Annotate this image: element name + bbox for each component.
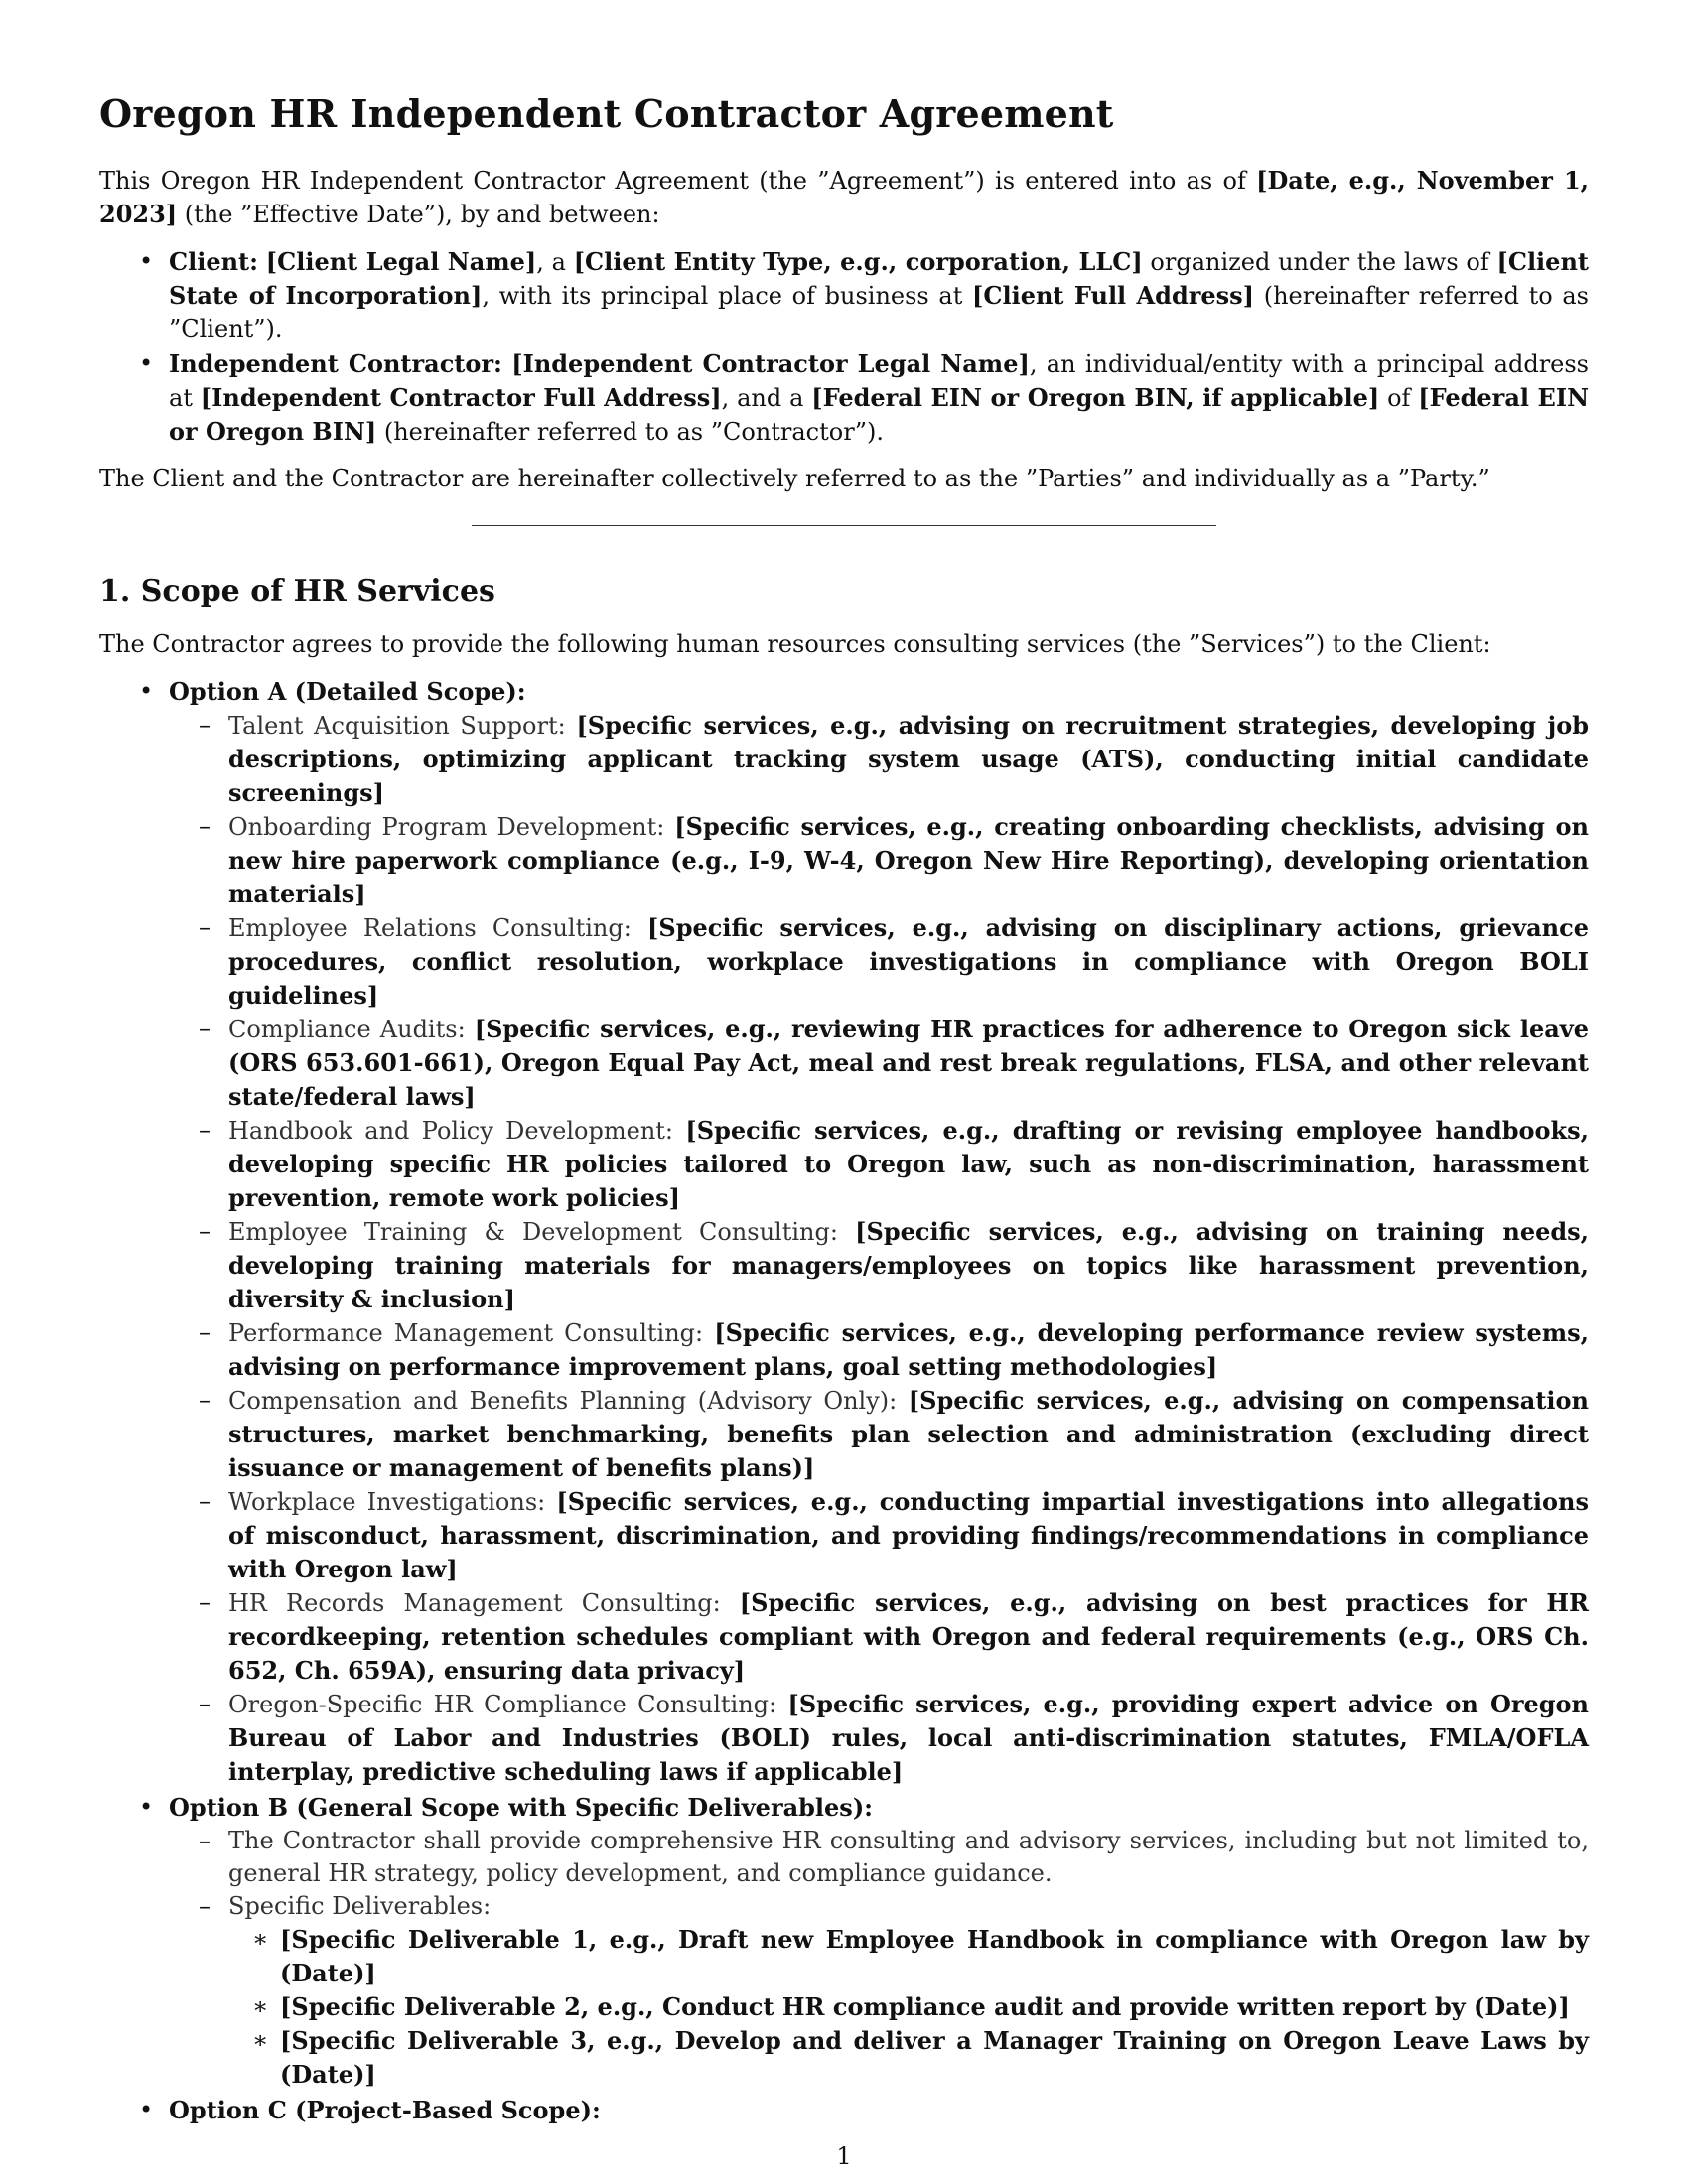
list-item [169, 1316, 1589, 1384]
client-text-4: (hereinafter referred to as ”Client”). [169, 282, 1589, 342]
service-detail: [Specific services, e.g., developing performance review systems, advising on performance improvement plans, goal setting methodologies] [228, 1318, 1590, 1381]
service-name: Oregon-Specific HR Compliance Consulting: [228, 1691, 788, 1718]
service-detail: [Specific services, e.g., advising on best practices for HR recordkeeping, retention schedules compliant with Oregon and federal requirements (e.g., ORS Ch. 652, Ch. 659A), ensuring data privacy] [228, 1588, 1589, 1685]
client-text-2: organized under the laws of [1142, 248, 1497, 276]
collective-definition: The Client and the Contractor are hereinafter collectively referred to as the ”Parties” and individually as a ”Party.” [99, 465, 1490, 492]
option-c-label: Option C (Project-Based Scope): [169, 2096, 601, 2124]
contractor-address: [Independent Contractor Full Address] [200, 383, 722, 412]
service-detail: [Specific services, e.g., advising on training needs, developing training materials for managers/employees on topics like harassment prevention, diversity & inclusion] [228, 1217, 1590, 1313]
service-detail: [Specific services, e.g., drafting or revising employee handbooks, developing specific HR policies tailored to Oregon law, such as non-discrimination, harassment prevention, remote work policies] [228, 1116, 1589, 1212]
contractor-id-number: [Federal EIN or Oregon BIN] [169, 383, 1590, 446]
service-detail: [Specific services, e.g., conducting impartial investigations into allegations of misconduct, harassment, discrimination, and providing findings/recommendations in compliance with Oregon law] [228, 1487, 1590, 1583]
list-item [169, 1384, 1589, 1485]
list-item [169, 810, 1589, 911]
client-name: [Client Legal Name] [265, 247, 537, 276]
client-label: Client: [169, 247, 258, 276]
parties-list [99, 245, 1589, 449]
service-name: HR Records Management Consulting: [228, 1589, 740, 1617]
service-name: Employee Relations Consulting: [228, 914, 647, 942]
document-title: Oregon HR Independent Contractor Agreement [99, 91, 1114, 136]
client-state: [Client State of Incorporation] [169, 247, 1589, 310]
client-address: [Client Full Address] [972, 281, 1255, 310]
option-c [99, 2094, 1589, 2127]
contractor-text-2: , and a [721, 384, 812, 412]
option-a-items [169, 709, 1589, 1789]
deliverables-label: Specific Deliverables: [228, 1892, 492, 1920]
option-b-general: – The Contractor shall provide comprehensive HR consulting and advisory services, including but not limited to, general HR strategy, policy development, and compliance guidance. [169, 1825, 1589, 1890]
service-detail: [Specific services, e.g., advising on recruitment strategies, developing job descriptions, optimizing applicant tracking system usage (ATS), conducting initial candidate screenings] [228, 711, 1589, 807]
service-detail: [Specific services, e.g., reviewing HR practices for adherence to Oregon sick leave (ORS 653.601-661), Oregon Equal Pay Act, meal and rest break regulations, FLSA, and other relevant state/federal laws] [228, 1015, 1590, 1111]
contractor-text-3: of [1379, 384, 1419, 412]
service-detail: [Specific services, e.g., providing expert advice on Oregon Bureau of Labor and Industries (BOLI) rules, local anti-discrimination statutes, FMLA/OFLA interplay, predictive scheduling laws if applicable] [228, 1690, 1589, 1786]
section-1-intro: The Contractor agrees to provide the following human resources consulting services (the ”Services”) to the Client: [99, 630, 1491, 658]
service-detail: [Specific services, e.g., advising on compensation structures, market benchmarking, benefits plan selection and administration (excluding direct issuance or management of benefits plans)] [228, 1386, 1589, 1482]
contractor-id-type: [Federal EIN or Oregon BIN, if applicable] [811, 383, 1380, 412]
list-item [169, 1586, 1589, 1688]
effective-date-placeholder: [Date, e.g., November 1, 2023] [99, 166, 1590, 228]
service-name: Talent Acquisition Support: [228, 712, 577, 740]
deliverable-item [228, 1990, 1589, 2024]
horizontal-divider [472, 525, 1216, 526]
contractor-party [99, 347, 1589, 449]
intro-paragraph [99, 164, 1589, 231]
service-name: Handbook and Policy Development: [228, 1117, 686, 1145]
list-item [169, 709, 1589, 810]
deliverable-text: [Specific Deliverable 2, e.g., Conduct HR compliance audit and provide written report by (Date)] [280, 1992, 1570, 2021]
page-number: 1 [836, 2142, 852, 2170]
client-text-1: , a [536, 248, 574, 276]
service-detail: [Specific services, e.g., creating onboarding checklists, advising on new hire paperwork compliance (e.g., I-9, W-4, Oregon New Hire Reporting), developing orientation materials] [228, 812, 1589, 908]
service-name: Compensation and Benefits Planning (Advisory Only): [228, 1387, 909, 1415]
list-item [169, 911, 1589, 1013]
list-item [169, 1688, 1589, 1789]
list-item [169, 1215, 1589, 1316]
deliverable-text: [Specific Deliverable 1, e.g., Draft new Employee Handbook in compliance with Oregon law by (Date)] [280, 1925, 1589, 1987]
client-party [99, 245, 1589, 345]
list-item [169, 1114, 1589, 1215]
option-b-deliverables [169, 1890, 1589, 2092]
deliverables-list [228, 1923, 1589, 2092]
service-name: Employee Training & Development Consulting: [228, 1218, 856, 1246]
option-a-label: Option A (Detailed Scope): [169, 677, 526, 706]
deliverable-text: [Specific Deliverable 3, e.g., Develop and deliver a Manager Training on Oregon Leave Laws by (Date)] [280, 2026, 1589, 2089]
intro-text-2: (the ”Effective Date”), by and between: [177, 201, 660, 228]
list-item [169, 1485, 1589, 1586]
option-b-label: Option B (General Scope with Specific Deliverables): [169, 1793, 874, 1822]
service-name: Compliance Audits: [228, 1016, 475, 1043]
option-a [99, 675, 1589, 1789]
service-name: Onboarding Program Development: [228, 813, 675, 841]
option-b-items [169, 1825, 1589, 2092]
client-text-3: , with its principal place of business at [482, 282, 972, 310]
contractor-label: Independent Contractor: [169, 349, 502, 378]
option-b [99, 1791, 1589, 2092]
contractor-text-1: , an individual/entity with a principal address at [169, 350, 1589, 412]
client-entity: [Client Entity Type, e.g., corporation, LLC] [573, 247, 1143, 276]
deliverable-item [228, 1923, 1589, 1990]
scope-options-list [99, 675, 1589, 2127]
service-detail: [Specific services, e.g., advising on disciplinary actions, grievance procedures, conflict resolution, workplace investigations in compliance with Oregon BOLI guidelines] [228, 913, 1589, 1010]
contractor-text-4: (hereinafter referred to as ”Contractor”). [376, 418, 884, 446]
service-name: Workplace Investigations: [228, 1488, 557, 1516]
section-1-heading: 1. Scope of HR Services [99, 574, 495, 609]
contractor-name: [Independent Contractor Legal Name] [511, 349, 1030, 378]
list-item [169, 1013, 1589, 1114]
deliverable-item [228, 2024, 1589, 2092]
intro-text-1: This Oregon HR Independent Contractor Agreement (the ”Agreement”) is entered into as of [99, 167, 1257, 195]
service-name: Performance Management Consulting: [228, 1319, 715, 1347]
